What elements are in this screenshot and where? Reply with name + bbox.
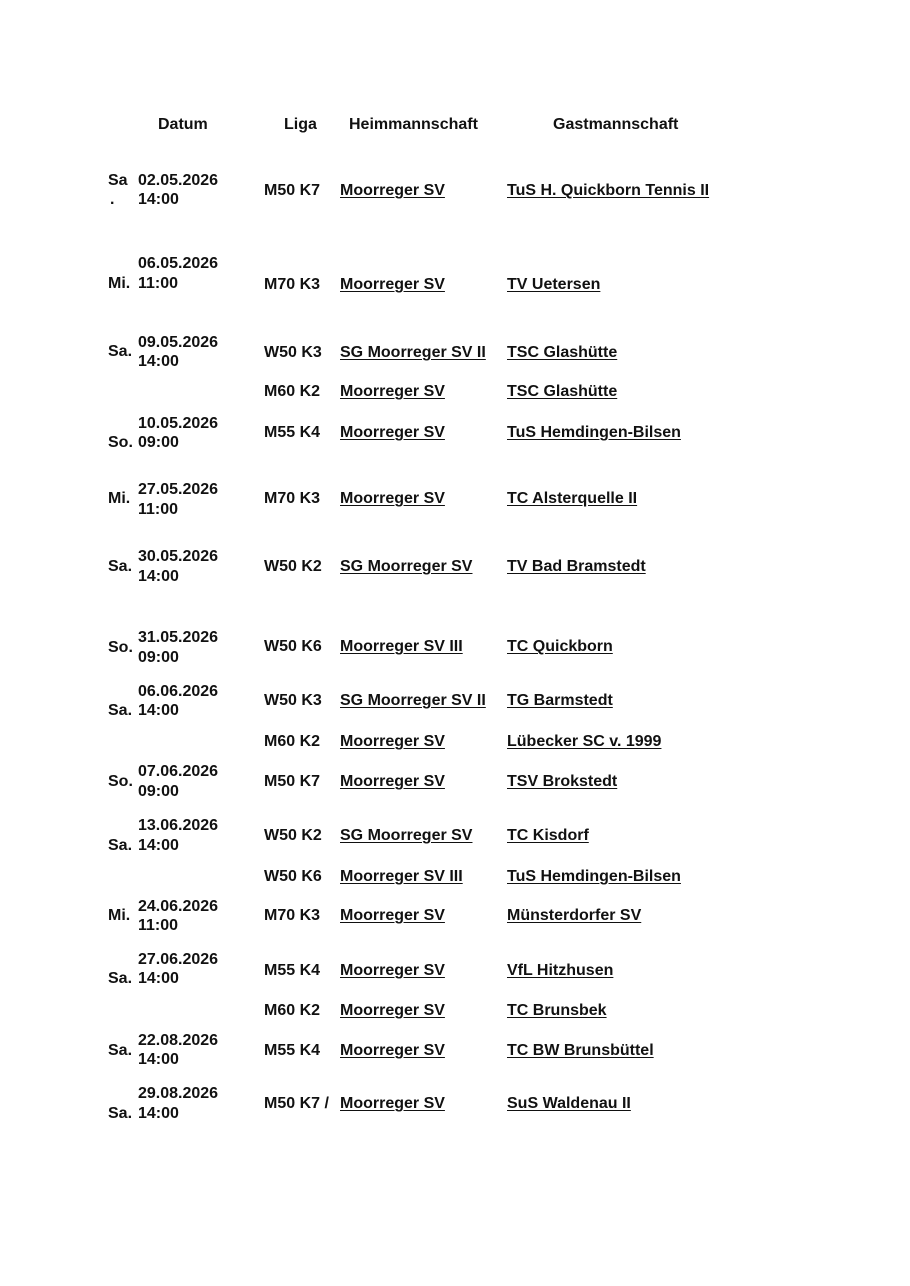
day-label: Sa.: [108, 343, 133, 360]
match-time: 09:00: [138, 649, 179, 666]
guest-team-link[interactable]: TuS Hemdingen-Bilsen: [507, 424, 681, 441]
day-label: Sa.: [108, 1105, 133, 1122]
home-team-link[interactable]: SG Moorreger SV II: [340, 344, 486, 361]
home-team-link[interactable]: Moorreger SV: [340, 1002, 445, 1019]
league-label: M60 K2: [264, 1002, 321, 1019]
match-date: 27.05.2026: [138, 481, 219, 498]
day-label: Mi.: [108, 275, 131, 292]
header-datum: Datum: [158, 116, 208, 133]
day-label: So.: [108, 434, 133, 451]
match-time: 11:00: [138, 501, 179, 518]
guest-team-link[interactable]: TC BW Brunsbüttel: [507, 1042, 654, 1059]
league-label: M70 K3: [264, 490, 321, 507]
match-time: 14:00: [138, 353, 179, 370]
home-team-link[interactable]: Moorreger SV III: [340, 868, 463, 885]
day-label: Sa.: [108, 1042, 133, 1059]
guest-team-link[interactable]: TuS H. Quickborn Tennis II: [507, 182, 710, 199]
day-label: Mi.: [108, 490, 131, 507]
day-label: Sa.: [108, 837, 133, 854]
league-label: M50 K7 /: [264, 1095, 329, 1112]
home-team-link[interactable]: Moorreger SV: [340, 383, 445, 400]
league-label: M60 K2: [264, 383, 321, 400]
guest-team-link[interactable]: TC Kisdorf: [507, 827, 589, 844]
home-team-link[interactable]: SG Moorreger SV: [340, 827, 473, 844]
match-date: 27.06.2026: [138, 951, 219, 968]
match-time: 14:00: [138, 191, 179, 208]
match-time: 11:00: [138, 917, 179, 934]
day-label: Sa.: [108, 558, 133, 575]
league-label: M70 K3: [264, 907, 321, 924]
match-date: 06.06.2026: [138, 683, 219, 700]
day-label: So.: [108, 773, 133, 790]
match-time: 14:00: [138, 702, 179, 719]
home-team-link[interactable]: Moorreger SV: [340, 907, 445, 924]
guest-team-link[interactable]: Münsterdorfer SV: [507, 907, 642, 924]
guest-team-link[interactable]: TV Uetersen: [507, 276, 601, 293]
home-team-link[interactable]: Moorreger SV: [340, 1095, 445, 1112]
league-label: W50 K3: [264, 692, 322, 709]
league-label: M55 K4: [264, 424, 321, 441]
match-date: 10.05.2026: [138, 415, 219, 432]
match-date: 06.05.2026: [138, 255, 219, 272]
match-date: 07.06.2026: [138, 763, 219, 780]
league-label: W50 K6: [264, 638, 322, 655]
guest-team-link[interactable]: SuS Waldenau II: [507, 1095, 631, 1112]
match-time: 14:00: [138, 837, 179, 854]
guest-team-link[interactable]: TC Alsterquelle II: [507, 490, 638, 507]
match-time: 09:00: [138, 434, 179, 451]
match-time: 14:00: [138, 1051, 179, 1068]
league-label: W50 K2: [264, 827, 322, 844]
guest-team-link[interactable]: VfL Hitzhusen: [507, 962, 614, 979]
home-team-link[interactable]: Moorreger SV: [340, 182, 445, 199]
match-time: 11:00: [138, 275, 179, 292]
guest-team-link[interactable]: TSC Glashütte: [507, 344, 618, 361]
match-date: 24.06.2026: [138, 898, 219, 915]
guest-team-link[interactable]: TSV Brokstedt: [507, 773, 618, 790]
league-label: W50 K2: [264, 558, 322, 575]
match-time: 14:00: [138, 970, 179, 987]
home-team-link[interactable]: Moorreger SV: [340, 490, 445, 507]
league-label: W50 K3: [264, 344, 322, 361]
day-label: Mi.: [108, 907, 131, 924]
day-label: Sa.: [108, 702, 133, 719]
guest-team-link[interactable]: TV Bad Bramstedt: [507, 558, 646, 575]
header-liga: Liga: [284, 116, 317, 133]
match-date: 30.05.2026: [138, 548, 219, 565]
league-label: M50 K7: [264, 182, 321, 199]
league-label: M55 K4: [264, 1042, 321, 1059]
match-date: 31.05.2026: [138, 629, 219, 646]
match-time: 14:00: [138, 1105, 179, 1122]
home-team-link[interactable]: Moorreger SV: [340, 424, 445, 441]
league-label: M70 K3: [264, 276, 321, 293]
league-label: M60 K2: [264, 733, 321, 750]
league-label: M50 K7: [264, 773, 321, 790]
guest-team-link[interactable]: TuS Hemdingen-Bilsen: [507, 868, 681, 885]
day-label: Sa.: [108, 970, 133, 987]
home-team-link[interactable]: Moorreger SV: [340, 733, 445, 750]
home-team-link[interactable]: SG Moorreger SV: [340, 558, 473, 575]
home-team-link[interactable]: Moorreger SV III: [340, 638, 463, 655]
day-label-suffix: .: [110, 191, 115, 208]
match-date: 02.05.2026: [138, 172, 219, 189]
league-label: M55 K4: [264, 962, 321, 979]
home-team-link[interactable]: SG Moorreger SV II: [340, 692, 486, 709]
match-date: 13.06.2026: [138, 817, 219, 834]
guest-team-link[interactable]: TG Barmstedt: [507, 692, 613, 709]
match-date: 29.08.2026: [138, 1085, 219, 1102]
match-time: 14:00: [138, 568, 179, 585]
header-gastmannschaft: Gastmannschaft: [553, 116, 679, 133]
guest-team-link[interactable]: TSC Glashütte: [507, 383, 618, 400]
match-date: 22.08.2026: [138, 1032, 219, 1049]
guest-team-link[interactable]: Lübecker SC v. 1999: [507, 733, 662, 750]
match-time: 09:00: [138, 783, 179, 800]
match-date: 09.05.2026: [138, 334, 219, 351]
home-team-link[interactable]: Moorreger SV: [340, 1042, 445, 1059]
guest-team-link[interactable]: TC Quickborn: [507, 638, 613, 655]
guest-team-link[interactable]: TC Brunsbek: [507, 1002, 607, 1019]
home-team-link[interactable]: Moorreger SV: [340, 773, 445, 790]
header-heimmannschaft: Heimmannschaft: [349, 116, 478, 133]
home-team-link[interactable]: Moorreger SV: [340, 276, 445, 293]
home-team-link[interactable]: Moorreger SV: [340, 962, 445, 979]
day-label: So.: [108, 639, 133, 656]
league-label: W50 K6: [264, 868, 322, 885]
day-label: Sa: [108, 172, 128, 189]
